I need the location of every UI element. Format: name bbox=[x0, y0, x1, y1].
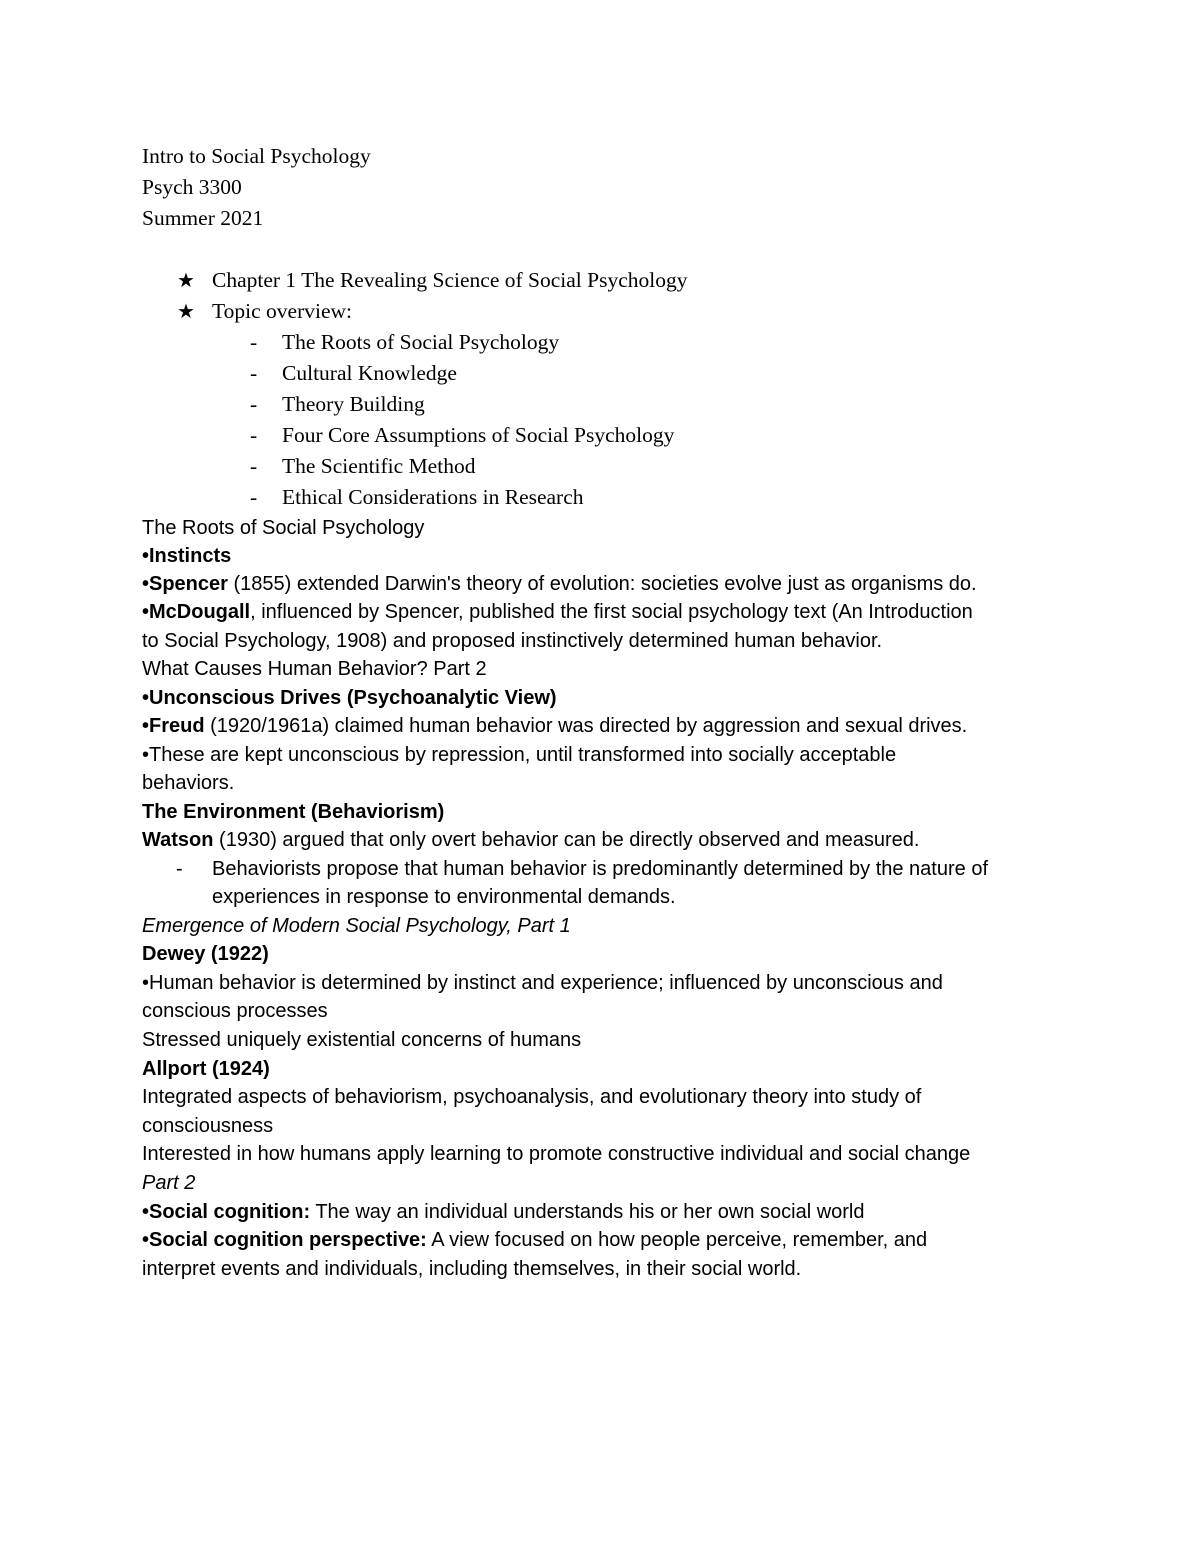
watson-paragraph: Watson (1930) argued that only overt behavior can be directly observed and measured. bbox=[142, 829, 920, 851]
causes-heading: What Causes Human Behavior? Part 2 bbox=[142, 658, 487, 680]
dewey-paragraph: •Human behavior is determined by instinct and experience; influenced by unconscious and bbox=[142, 972, 943, 994]
dash-bullet: - bbox=[250, 392, 258, 416]
freud-paragraph: •Freud (1920/1961a) claimed human behavior was directed by aggression and sexual drives. bbox=[142, 715, 968, 737]
star-icon: ★ bbox=[177, 268, 195, 292]
allport-paragraph-cont: consciousness bbox=[142, 1115, 274, 1137]
dewey-paragraph-2: Stressed uniquely existential concerns of humans bbox=[142, 1029, 582, 1051]
topic-item: The Scientific Method bbox=[282, 454, 476, 478]
topic-item: Four Core Assumptions of Social Psychology bbox=[282, 423, 675, 447]
dash-bullet: - bbox=[176, 858, 183, 880]
part2-heading: Part 2 bbox=[142, 1172, 196, 1194]
course-code: Psych 3300 bbox=[142, 175, 242, 199]
behaviorists-paragraph-cont: experiences in response to environmental demands. bbox=[212, 886, 676, 908]
instincts-label: •Instincts bbox=[142, 545, 232, 567]
mcdougall-paragraph-cont: to Social Psychology, 1908) and proposed instinctively determined human behavior. bbox=[142, 630, 883, 652]
dash-bullet: - bbox=[250, 485, 258, 509]
topic-item: Cultural Knowledge bbox=[282, 361, 457, 385]
dash-bullet: - bbox=[250, 454, 258, 478]
dash-bullet: - bbox=[250, 361, 258, 385]
topic-item: The Roots of Social Psychology bbox=[282, 330, 560, 354]
dash-bullet: - bbox=[250, 423, 258, 447]
allport-paragraph-2: Interested in how humans apply learning to promote constructive individual and social change bbox=[142, 1143, 971, 1165]
dash-bullet: - bbox=[250, 330, 258, 354]
allport-paragraph: Integrated aspects of behaviorism, psychoanalysis, and evolutionary theory into study of bbox=[142, 1086, 922, 1108]
topic-overview-heading: Topic overview: bbox=[212, 299, 352, 323]
topic-item: Ethical Considerations in Research bbox=[282, 485, 584, 509]
course-title: Intro to Social Psychology bbox=[142, 144, 371, 168]
modern-heading: Emergence of Modern Social Psychology, Part 1 bbox=[142, 915, 571, 937]
topic-item: Theory Building bbox=[282, 392, 425, 416]
social-cognition-perspective-definition-cont: interpret events and individuals, including themselves, in their social world. bbox=[142, 1258, 802, 1280]
course-term: Summer 2021 bbox=[142, 206, 264, 230]
social-cognition-perspective-definition: •Social cognition perspective: A view focused on how people perceive, remember, and bbox=[142, 1229, 928, 1251]
behaviorists-paragraph: Behaviorists propose that human behavior is predominantly determined by the nature of bbox=[212, 858, 989, 880]
environment-heading: The Environment (Behaviorism) bbox=[142, 801, 445, 823]
allport-heading: Allport (1924) bbox=[142, 1058, 270, 1080]
social-cognition-definition: •Social cognition: The way an individual understands his or her own social world bbox=[142, 1201, 865, 1223]
roots-heading: The Roots of Social Psychology bbox=[142, 517, 425, 539]
spencer-paragraph: •Spencer (1855) extended Darwin's theory of evolution: societies evolve just as organisms do. bbox=[142, 573, 977, 595]
chapter-heading: Chapter 1 The Revealing Science of Social Psychology bbox=[212, 268, 688, 292]
star-icon: ★ bbox=[177, 299, 195, 323]
drives-label: •Unconscious Drives (Psychoanalytic View) bbox=[142, 687, 557, 709]
dewey-paragraph-cont: conscious processes bbox=[142, 1000, 328, 1022]
repression-paragraph-cont: behaviors. bbox=[142, 772, 235, 794]
repression-paragraph: •These are kept unconscious by repression, until transformed into socially acceptable bbox=[142, 744, 897, 766]
dewey-heading: Dewey (1922) bbox=[142, 943, 269, 965]
mcdougall-paragraph: •McDougall, influenced by Spencer, published the first social psychology text (An Introduction bbox=[142, 601, 973, 623]
